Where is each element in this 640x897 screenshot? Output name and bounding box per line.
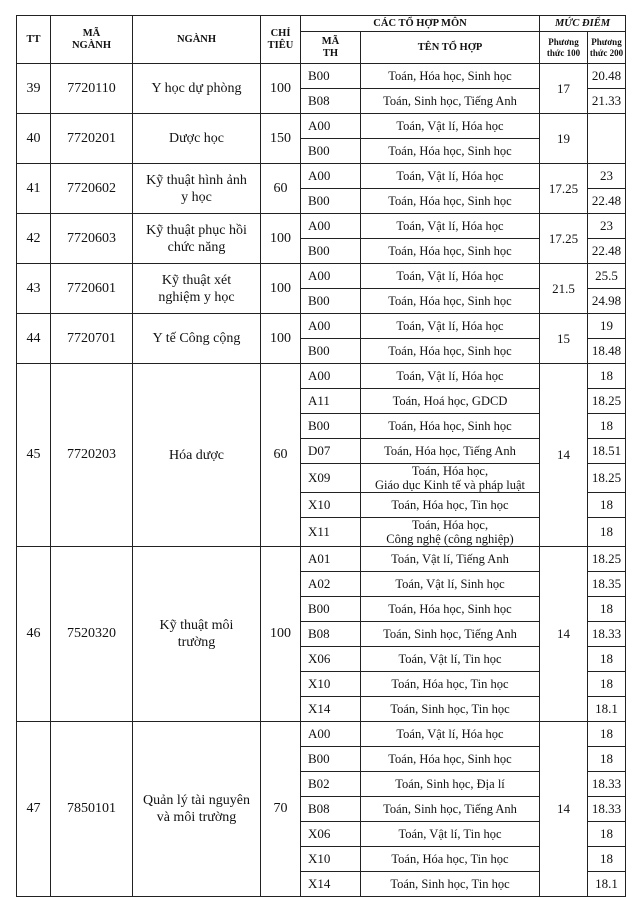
combination-code: X10 (301, 847, 361, 872)
combination-subjects-line: Toán, Sinh học, Tiếng Anh (383, 627, 517, 641)
table-body (17, 64, 626, 897)
combination-subjects-line: Toán, Hóa học, Sinh học (388, 752, 512, 766)
combination-subjects (361, 847, 540, 872)
major-quota: 60 (261, 364, 301, 547)
combination-subjects (361, 264, 540, 289)
score-method-200: 19 (588, 314, 626, 339)
score-method-200: 18.1 (588, 872, 626, 897)
major-name-line: Dược học (168, 131, 225, 146)
header-combination-name: TÊN TỔ HỢP (361, 32, 540, 64)
major-quota: 100 (261, 264, 301, 314)
combination-code: B00 (301, 339, 361, 364)
combination-subjects-line: Toán, Hóa học, Sinh học (388, 602, 512, 616)
major-name (133, 114, 261, 164)
combination-subjects-line: Toán, Sinh học, Tiếng Anh (383, 94, 517, 108)
table-row (17, 114, 626, 139)
combination-subjects (361, 747, 540, 772)
combination-subjects (361, 214, 540, 239)
combination-code: B00 (301, 139, 361, 164)
combination-code: A00 (301, 314, 361, 339)
combination-subjects-line: Toán, Vật lí, Hóa học (396, 319, 504, 333)
major-quota: 70 (261, 722, 301, 897)
score-method-200: 18.48 (588, 339, 626, 364)
score-method-200: 18 (588, 747, 626, 772)
score-method-200: 18 (588, 364, 626, 389)
combination-subjects-line: Toán, Vật lí, Tiếng Anh (391, 552, 509, 566)
combination-code: A00 (301, 214, 361, 239)
major-name (133, 314, 261, 364)
combination-code: B02 (301, 772, 361, 797)
combination-subjects (361, 772, 540, 797)
major-name (133, 264, 261, 314)
combination-subjects-line: Toán, Hóa học, Tiếng Anh (384, 444, 516, 458)
score-method-100: 15 (540, 314, 588, 364)
score-method-100: 19 (540, 114, 588, 164)
combination-subjects-line: Toán, Hóa học, Sinh học (388, 244, 512, 258)
score-method-200: 18 (588, 647, 626, 672)
combination-code: B00 (301, 289, 361, 314)
combination-code: B00 (301, 747, 361, 772)
combination-subjects (361, 797, 540, 822)
combination-code: B00 (301, 597, 361, 622)
combination-subjects-line: Toán, Sinh học, Tin học (390, 877, 510, 891)
combination-subjects-line: Toán, Hóa học, Sinh học (388, 294, 512, 308)
combination-subjects-line: Toán, Vật lí, Hóa học (396, 369, 504, 383)
score-method-200: 18 (588, 493, 626, 518)
header-major-code: MÃ NGÀNH (51, 16, 133, 64)
combination-subjects-line: Toán, Vật lí, Hóa học (396, 269, 504, 283)
combination-subjects (361, 364, 540, 389)
major-name-line: trường (177, 635, 216, 650)
combination-code: B00 (301, 189, 361, 214)
score-method-200: 18.35 (588, 572, 626, 597)
combination-subjects (361, 164, 540, 189)
combination-code: X14 (301, 697, 361, 722)
header-combination-code: MÃ TH (301, 32, 361, 64)
score-method-100: 17.25 (540, 214, 588, 264)
major-code: 7720201 (51, 114, 133, 164)
score-method-200: 23 (588, 214, 626, 239)
combination-subjects (361, 622, 540, 647)
score-method-200: 18.33 (588, 797, 626, 822)
combination-subjects (361, 114, 540, 139)
combination-subjects (361, 239, 540, 264)
combination-subjects-line: Toán, Vật lí, Sinh học (395, 577, 505, 591)
combination-subjects (361, 572, 540, 597)
combination-code: X10 (301, 672, 361, 697)
score-method-200: 22.48 (588, 189, 626, 214)
combination-code: X09 (301, 464, 361, 493)
combination-code: B00 (301, 239, 361, 264)
combination-subjects-line: Toán, Hóa học, Sinh học (388, 194, 512, 208)
combination-subjects (361, 189, 540, 214)
combination-code: B00 (301, 414, 361, 439)
combination-code: X06 (301, 822, 361, 847)
combination-code: A00 (301, 114, 361, 139)
major-quota: 100 (261, 547, 301, 722)
combination-subjects-line: Toán, Hóa học, (411, 518, 489, 532)
combination-subjects (361, 139, 540, 164)
major-name-line: Y tế Công cộng (152, 331, 241, 346)
combination-subjects (361, 493, 540, 518)
major-name (133, 722, 261, 897)
combination-subjects-line: Toán, Sinh học, Tin học (390, 702, 510, 716)
table-row (17, 64, 626, 89)
header-tt: TT (17, 16, 51, 64)
combination-subjects-line: Toán, Hóa học, Sinh học (388, 344, 512, 358)
score-method-100: 14 (540, 722, 588, 897)
score-method-200: 22.48 (588, 239, 626, 264)
combination-code: X06 (301, 647, 361, 672)
score-method-200: 18 (588, 672, 626, 697)
combination-subjects (361, 647, 540, 672)
major-code: 7720203 (51, 364, 133, 547)
score-method-100: 21.5 (540, 264, 588, 314)
major-code: 7720603 (51, 214, 133, 264)
admission-score-table-sheet (16, 15, 626, 897)
combination-code: A00 (301, 364, 361, 389)
row-number: 42 (17, 214, 51, 264)
combination-subjects (361, 822, 540, 847)
combination-code: A00 (301, 264, 361, 289)
score-method-100: 14 (540, 364, 588, 547)
table-row (17, 164, 626, 189)
major-code: 7720602 (51, 164, 133, 214)
score-method-200: 18 (588, 597, 626, 622)
major-quota: 100 (261, 314, 301, 364)
row-number: 46 (17, 547, 51, 722)
table-row (17, 314, 626, 339)
combination-subjects (361, 547, 540, 572)
combination-code: A00 (301, 164, 361, 189)
major-name (133, 364, 261, 547)
score-method-200: 18.25 (588, 464, 626, 493)
combination-code: B08 (301, 797, 361, 822)
table-header (17, 16, 626, 64)
score-method-200: 18 (588, 722, 626, 747)
row-number: 47 (17, 722, 51, 897)
combination-subjects-line: Toán, Vật lí, Hóa học (396, 727, 504, 741)
score-method-100: 14 (540, 547, 588, 722)
header-combination-group: CÁC TỔ HỢP MÔN (301, 16, 540, 32)
row-number: 40 (17, 114, 51, 164)
major-code: 7720701 (51, 314, 133, 364)
admission-score-table (16, 15, 626, 897)
combination-subjects (361, 64, 540, 89)
combination-subjects-line: Toán, Vật lí, Hóa học (396, 169, 504, 183)
header-score-group: MỨC ĐIỂM (540, 16, 626, 32)
combination-subjects (361, 672, 540, 697)
major-name-line: nghiệm y học (158, 289, 235, 305)
score-method-200: 18 (588, 414, 626, 439)
combination-subjects-line: Toán, Vật lí, Tin học (398, 827, 502, 841)
table-row (17, 264, 626, 289)
row-number: 41 (17, 164, 51, 214)
table-row (17, 722, 626, 747)
combination-code: D07 (301, 439, 361, 464)
major-quota: 150 (261, 114, 301, 164)
combination-subjects (361, 439, 540, 464)
major-name-line: chức năng (167, 239, 226, 255)
combination-subjects (361, 697, 540, 722)
major-name-line: Y học dự phòng (151, 81, 242, 96)
major-name (133, 164, 261, 214)
combination-subjects-line: Toán, Sinh học, Địa lí (395, 777, 505, 791)
score-method-200: 18.25 (588, 389, 626, 414)
combination-subjects-line: Toán, Hóa học, Sinh học (388, 419, 512, 433)
combination-subjects-line: Toán, Hóa học, Tin học (391, 852, 509, 866)
score-method-100: 17 (540, 64, 588, 114)
major-name-line: và môi trường (156, 810, 237, 825)
combination-subjects (361, 314, 540, 339)
header-major-name: NGÀNH (133, 16, 261, 64)
major-quota: 100 (261, 64, 301, 114)
combination-subjects (361, 597, 540, 622)
combination-code: A00 (301, 722, 361, 747)
table-row (17, 364, 626, 389)
combination-subjects (361, 89, 540, 114)
header-quota: CHỈ TIÊU (261, 16, 301, 64)
combination-subjects-line: Toán, Hóa học, Tin học (391, 498, 509, 512)
score-method-200: 23 (588, 164, 626, 189)
score-method-200: 18.51 (588, 439, 626, 464)
major-name-line: Kỹ thuật hình ảnh (146, 172, 247, 188)
score-method-200: 18.33 (588, 772, 626, 797)
major-quota: 60 (261, 164, 301, 214)
combination-subjects-line: Toán, Vật lí, Tin học (398, 652, 502, 666)
header-method-200: Phương thức 200 (588, 32, 626, 64)
combination-code: A01 (301, 547, 361, 572)
combination-code: X14 (301, 872, 361, 897)
major-quota: 100 (261, 214, 301, 264)
combination-subjects (361, 339, 540, 364)
score-method-200: 20.48 (588, 64, 626, 89)
combination-subjects-line: Toán, Hóa học, (411, 464, 489, 478)
row-number: 44 (17, 314, 51, 364)
combination-subjects-line: Công nghệ (công nghiệp) (386, 532, 514, 546)
combination-code: A11 (301, 389, 361, 414)
major-code: 7850101 (51, 722, 133, 897)
header-method-100: Phương thức 100 (540, 32, 588, 64)
combination-code: B08 (301, 89, 361, 114)
combination-code: B00 (301, 64, 361, 89)
combination-subjects (361, 289, 540, 314)
score-method-100: 17.25 (540, 164, 588, 214)
table-row (17, 214, 626, 239)
combination-code: B08 (301, 622, 361, 647)
combination-subjects (361, 389, 540, 414)
score-method-200: 18 (588, 822, 626, 847)
score-method-200 (588, 114, 626, 164)
major-name-line: Quản lý tài nguyên (143, 793, 250, 808)
score-method-200: 25.5 (588, 264, 626, 289)
major-name-line: y học (181, 189, 212, 205)
combination-code: X11 (301, 518, 361, 547)
combination-subjects-line: Toán, Hóa học, Sinh học (388, 144, 512, 158)
major-name (133, 64, 261, 114)
combination-subjects-line: Toán, Hóa học, Sinh học (388, 69, 512, 83)
combination-subjects-line: Toán, Sinh học, Tiếng Anh (383, 802, 517, 816)
score-method-200: 18 (588, 518, 626, 547)
score-method-200: 18.33 (588, 622, 626, 647)
combination-subjects-line: Toán, Vật lí, Hóa học (396, 219, 504, 233)
row-number: 39 (17, 64, 51, 114)
major-code: 7520320 (51, 547, 133, 722)
combination-subjects (361, 722, 540, 747)
score-method-200: 18 (588, 847, 626, 872)
combination-subjects (361, 464, 540, 493)
major-name (133, 214, 261, 264)
major-code: 7720110 (51, 64, 133, 114)
major-name-line: Kỹ thuật xét (161, 272, 232, 288)
score-method-200: 18.1 (588, 697, 626, 722)
major-name-line: Hóa dược (168, 447, 225, 463)
combination-subjects (361, 518, 540, 547)
table-row (17, 547, 626, 572)
major-name-line: Kỹ thuật môi (159, 618, 234, 633)
major-name-line: Kỹ thuật phục hồi (146, 222, 247, 238)
major-name (133, 547, 261, 722)
combination-subjects (361, 872, 540, 897)
row-number: 45 (17, 364, 51, 547)
combination-subjects-line: Toán, Vật lí, Hóa học (396, 119, 504, 133)
combination-subjects-line: Toán, Hoá học, GDCD (392, 394, 508, 408)
combination-subjects-line: Giáo dục Kinh tế và pháp luật (375, 478, 525, 492)
score-method-200: 24.98 (588, 289, 626, 314)
combination-code: A02 (301, 572, 361, 597)
major-code: 7720601 (51, 264, 133, 314)
row-number: 43 (17, 264, 51, 314)
combination-subjects-line: Toán, Hóa học, Tin học (391, 677, 509, 691)
combination-subjects (361, 414, 540, 439)
combination-code: X10 (301, 493, 361, 518)
score-method-200: 21.33 (588, 89, 626, 114)
score-method-200: 18.25 (588, 547, 626, 572)
